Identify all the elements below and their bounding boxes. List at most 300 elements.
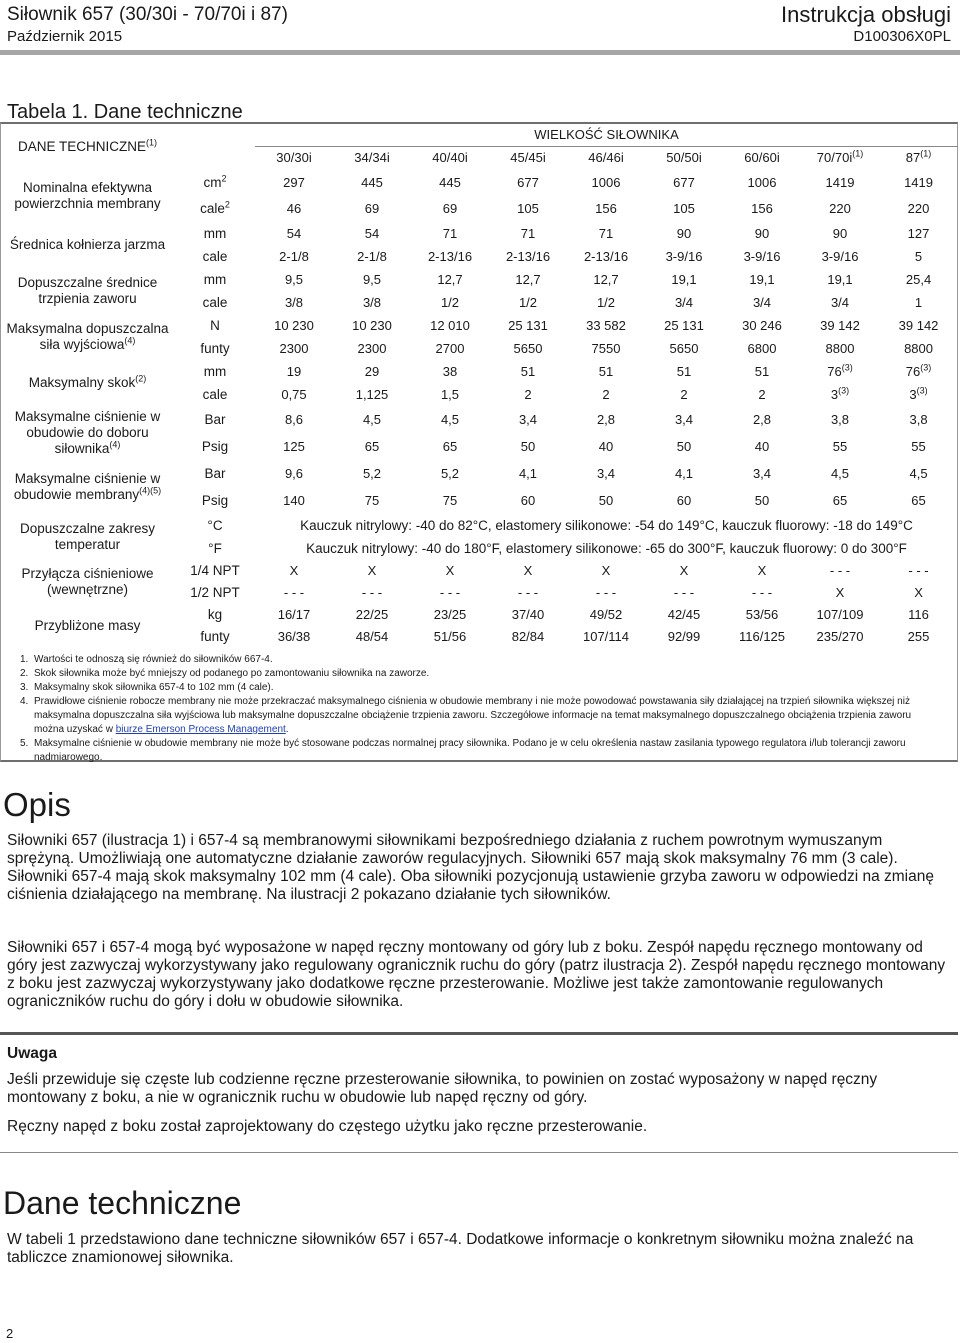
value-cell <box>411 314 489 337</box>
value-cell <box>645 170 723 196</box>
value-cell: X <box>445 563 455 578</box>
value-text: 2-13/16 <box>505 248 551 264</box>
value-text: 33 582 <box>586 317 626 333</box>
temperature-range: Kauczuk nitrylowy: -40 do 82°C, elastomery silikonowe: -54 do 149°C, kauczuk fluorowy: -18 do 149°C <box>300 517 913 533</box>
table-row <box>0 604 958 626</box>
value-cell <box>333 170 411 196</box>
unit-cell <box>175 291 255 314</box>
value-cell <box>723 222 801 245</box>
value-cell <box>255 383 333 406</box>
value-footnote-ref: (3) <box>920 362 932 373</box>
value-text: 3 <box>909 386 917 402</box>
value-text: 127 <box>907 225 930 241</box>
size-label: 50/50i <box>666 150 702 166</box>
value-text: 12,7 <box>515 271 541 287</box>
section-heading-dane: Dane techniczne <box>3 1185 242 1221</box>
value-cell <box>723 291 801 314</box>
value-text: 4,5 <box>909 465 928 481</box>
value-text: 19,1 <box>749 271 775 287</box>
value-text: 69 <box>442 201 458 216</box>
value-cell: 49/52 <box>589 607 623 622</box>
value-text: 29 <box>364 363 380 379</box>
value-cell <box>645 337 723 360</box>
note-paragraph-1: Jeśli przewiduje się częste lub codzienne ręczne przesterowanie siłownika, to powinien on zostać wyposażony w napęd ręczny montowany z boku, a nie w ogranicznik ruchu w obudowie lub napęd ręczny od góry. <box>7 1071 878 1106</box>
footnote-number: 5. <box>20 738 29 749</box>
value-cell <box>489 383 567 406</box>
value-text: 55 <box>911 438 926 454</box>
value-text: 50 <box>754 492 770 508</box>
value-cell <box>723 433 801 460</box>
unit-text: Bar <box>204 411 226 427</box>
value-text: 3/8 <box>362 294 382 310</box>
value-text: 220 <box>907 201 930 216</box>
value-text: 90 <box>832 225 848 241</box>
table-row <box>0 222 958 245</box>
value-cell: X <box>601 563 611 578</box>
value-cell <box>333 291 411 314</box>
emerson-office-link[interactable]: biurze Emerson Process Management <box>115 724 286 735</box>
value-cell <box>567 433 645 460</box>
value-cell <box>879 314 958 337</box>
value-cell <box>645 291 723 314</box>
value-text: 39 142 <box>820 317 860 333</box>
value-cell <box>489 222 567 245</box>
value-cell <box>567 245 645 268</box>
value-cell <box>333 433 411 460</box>
dane-paragraph: W tabeli 1 przedstawiono dane techniczne siłowników 657 i 657-4. Dodatkowe informacje o konkretnym siłowniku można znaleźć na tabliczce znamionowej siłownika. <box>7 1231 914 1266</box>
value-cell: 16/17 <box>277 607 311 622</box>
value-text: 2 <box>680 386 688 402</box>
value-cell <box>255 433 333 460</box>
value-cell <box>879 196 958 222</box>
value-cell <box>567 460 645 487</box>
value-text: 3,8 <box>830 411 850 427</box>
value-cell: X <box>757 563 767 578</box>
value-text: 4,1 <box>674 465 694 481</box>
value-cell <box>879 291 958 314</box>
table-row <box>0 560 958 582</box>
table-header-row <box>0 124 958 146</box>
value-cell <box>333 268 411 291</box>
value-text: 25 131 <box>664 317 704 333</box>
unit-cell: kg <box>207 607 223 622</box>
value-text: 2-1/8 <box>279 248 309 264</box>
value-text: 90 <box>676 225 692 241</box>
value-cell <box>645 383 723 406</box>
row-group-label <box>0 460 175 514</box>
value-cell <box>801 196 879 222</box>
value-cell <box>645 360 723 383</box>
value-cell <box>255 268 333 291</box>
value-cell <box>411 487 489 514</box>
value-text: 445 <box>439 175 461 190</box>
value-cell <box>255 406 333 433</box>
value-cell <box>567 291 645 314</box>
value-text: 4,5 <box>440 411 460 427</box>
value-cell: - - - <box>595 585 617 600</box>
value-text: 51 <box>676 363 692 379</box>
value-text: 8800 <box>825 340 855 356</box>
footnote <box>20 653 940 667</box>
value-cell <box>567 196 645 222</box>
size-header <box>489 146 567 170</box>
row-group-label <box>0 170 175 222</box>
value-cell: - - - <box>673 585 695 600</box>
value-cell <box>489 360 567 383</box>
value-cell: 51/56 <box>433 629 467 644</box>
value-text: 3 <box>830 386 839 402</box>
value-text: 297 <box>283 175 305 190</box>
value-text: 25,4 <box>905 271 932 287</box>
footnote-number: 4. <box>20 696 29 707</box>
value-text: 2700 <box>435 340 465 356</box>
value-cell <box>567 406 645 433</box>
unit-cell: 1/2 NPT <box>190 585 240 600</box>
footnote <box>20 681 940 695</box>
value-cell: - - - <box>361 585 383 600</box>
size-header <box>723 146 801 170</box>
unit-cell: °C <box>207 517 223 533</box>
row-group-label-text: Dopuszczalne średnice trzpienia zaworu <box>17 275 158 306</box>
value-text: 60 <box>676 492 692 508</box>
table-row <box>0 514 958 537</box>
footnote-text: Prawidłowe ciśnienie robocze membrany nie może przekraczać maksymalnego ciśnienia w obudowie membrany i nie może powodować powstawania siły działającej na trzpień siłownika większej niż maksymalna dopuszczalna siła wyjściowa lub maksymalne dopuszczalne obciążenie trzpienia zaworu. Szczegółowe informacje na temat maksymalnego dopuszczalnego obciążenia trzpienia zaworu można uzyskać w biurze Emerson Process Management. <box>34 696 912 735</box>
unit-text: funty <box>200 340 230 356</box>
unit-cell <box>175 433 255 460</box>
value-cell <box>489 291 567 314</box>
value-text: 1 <box>914 294 923 310</box>
value-cell <box>801 170 879 196</box>
value-cell <box>489 245 567 268</box>
value-cell: - - - <box>751 585 773 600</box>
value-text: 9,5 <box>362 271 382 287</box>
unit-cell <box>175 268 255 291</box>
value-cell <box>255 337 333 360</box>
footnote-text: Maksymalne ciśnienie w obudowie membrany nie może być stosowane podczas normalnej pracy siłownika. Podano je w celu określenia nastaw zasilania typowego regulatora i/lub tolerancji zaworu nadmiarowego. <box>34 738 906 763</box>
value-cell <box>489 268 567 291</box>
value-cell <box>801 433 879 460</box>
note-paragraph-2: Ręczny napęd z boku został zaprojektowany do częstego użytku jako ręczne przesterowanie. <box>7 1118 648 1135</box>
value-text: 50 <box>520 438 536 454</box>
value-cell: 23/25 <box>433 607 467 622</box>
value-text: 3-9/16 <box>665 248 703 264</box>
unit-text: cale <box>202 294 228 310</box>
row-group-label-text: Średnica kołnierza jarzma <box>9 237 166 252</box>
value-cell: 116 <box>908 607 929 622</box>
table-row <box>0 406 958 433</box>
value-cell: - - - <box>908 563 929 578</box>
value-text: 156 <box>751 201 773 216</box>
value-cell <box>801 460 879 487</box>
value-cell: - - - <box>283 585 305 600</box>
value-text: 8800 <box>904 340 933 356</box>
value-cell <box>645 433 723 460</box>
value-cell <box>255 291 333 314</box>
value-text: 4,1 <box>518 465 538 481</box>
group-header: WIELKOŚĆ SIŁOWNIKA <box>255 124 958 146</box>
value-cell: X <box>523 563 533 578</box>
size-label: 70/70i <box>816 150 853 166</box>
value-cell <box>255 314 333 337</box>
value-cell <box>411 360 489 383</box>
value-cell <box>411 383 489 406</box>
value-cell <box>333 245 411 268</box>
value-cell <box>567 314 645 337</box>
value-cell <box>879 337 958 360</box>
unit-text: mm <box>203 363 227 379</box>
value-cell <box>411 337 489 360</box>
value-cell: 116/125 <box>738 629 786 644</box>
value-cell <box>489 314 567 337</box>
value-cell <box>879 245 958 268</box>
value-text: 3/4 <box>830 294 850 310</box>
unit-superscript: 2 <box>221 173 227 184</box>
value-cell <box>411 268 489 291</box>
value-cell <box>723 268 801 291</box>
size-header <box>879 146 958 170</box>
value-cell <box>255 245 333 268</box>
value-text: 1/2 <box>440 294 460 310</box>
document-title: Siłownik 657 (30/30i - 70/70i i 87) <box>7 4 288 25</box>
value-cell <box>801 245 879 268</box>
value-cell: 42/45 <box>667 607 701 622</box>
unit-cell <box>175 460 255 487</box>
value-text: 2 <box>602 386 610 402</box>
value-text: 2,8 <box>752 411 772 427</box>
value-text: 65 <box>832 492 848 508</box>
value-text: 445 <box>361 175 383 190</box>
size-footnote-ref: (1) <box>852 148 864 159</box>
value-cell <box>411 170 489 196</box>
unit-text: cale <box>202 248 228 264</box>
table-row <box>0 170 958 196</box>
value-text: 3-9/16 <box>821 248 859 264</box>
footnote <box>20 737 940 765</box>
blank-cell <box>175 124 255 146</box>
corner-label <box>0 124 175 170</box>
row-group-label-text: Maksymalne ciśnienie w obudowie membrany <box>13 471 161 502</box>
value-text: 2300 <box>279 340 309 356</box>
row-group-label-text: Nominalna efektywna powierzchnia membrany <box>14 180 161 211</box>
value-text: 75 <box>442 492 458 508</box>
value-cell: 255 <box>907 629 930 644</box>
unit-text: Psig <box>201 492 229 508</box>
label-footnote-ref: (4) <box>109 439 121 450</box>
row-group-label <box>0 222 175 268</box>
value-cell <box>333 406 411 433</box>
unit-cell <box>175 487 255 514</box>
value-cell: - - - <box>439 585 461 600</box>
value-text: 55 <box>832 438 848 454</box>
value-cell <box>567 268 645 291</box>
unit-cell <box>175 383 255 406</box>
value-text: 65 <box>364 438 380 454</box>
value-cell <box>411 245 489 268</box>
value-text: 677 <box>517 175 539 190</box>
value-cell <box>645 222 723 245</box>
value-text: 125 <box>283 438 305 454</box>
value-footnote-ref: (3) <box>838 385 850 396</box>
value-text: 3,8 <box>909 411 928 427</box>
value-cell <box>723 170 801 196</box>
value-text: 1/2 <box>518 294 538 310</box>
value-text: 3/4 <box>674 294 694 310</box>
value-text: 4,5 <box>362 411 382 427</box>
value-cell <box>567 222 645 245</box>
unit-cell <box>175 222 255 245</box>
value-text: 1,5 <box>440 386 460 402</box>
value-cell <box>879 360 958 383</box>
value-text: 1/2 <box>596 294 616 310</box>
value-cell: X <box>367 563 377 578</box>
value-cell <box>879 268 958 291</box>
unit-cell <box>175 245 255 268</box>
value-cell <box>879 222 958 245</box>
value-cell <box>645 196 723 222</box>
value-text: 3,4 <box>674 411 694 427</box>
value-text: 1419 <box>825 175 855 190</box>
table-row <box>0 360 958 383</box>
header-divider <box>0 50 960 55</box>
value-text: 140 <box>283 492 305 508</box>
value-cell <box>723 487 801 514</box>
unit-cell <box>175 360 255 383</box>
value-cell <box>645 245 723 268</box>
size-header <box>645 146 723 170</box>
value-cell <box>333 360 411 383</box>
unit-cell <box>175 196 255 222</box>
value-text: 2-1/8 <box>357 248 387 264</box>
unit-text: mm <box>203 225 227 241</box>
footnote <box>20 667 940 681</box>
value-text: 5,2 <box>440 465 460 481</box>
value-cell: 37/40 <box>511 607 545 622</box>
value-text: 69 <box>364 201 380 216</box>
value-text: 3,4 <box>752 465 772 481</box>
unit-text: N <box>210 317 220 333</box>
value-footnote-ref: (3) <box>916 385 928 396</box>
value-text: 3/4 <box>752 294 772 310</box>
value-text: 38 <box>442 363 458 379</box>
value-text: 51 <box>598 363 614 379</box>
value-text: 5650 <box>669 340 699 356</box>
row-group-label <box>0 314 175 360</box>
value-cell: X <box>679 563 689 578</box>
value-cell: 53/56 <box>745 607 779 622</box>
size-label: 87 <box>905 150 921 166</box>
value-cell: 22/25 <box>355 607 389 622</box>
value-text: 76 <box>827 363 842 379</box>
value-text: 4,5 <box>830 465 850 481</box>
unit-cell <box>175 406 255 433</box>
value-text: 46 <box>286 201 302 216</box>
value-text: 2300 <box>357 340 387 356</box>
value-text: 2,8 <box>596 411 616 427</box>
value-cell <box>333 487 411 514</box>
value-text: 220 <box>829 201 851 216</box>
value-cell <box>333 196 411 222</box>
specifications-table <box>0 124 958 648</box>
value-text: 5 <box>914 248 923 264</box>
value-cell <box>801 383 879 406</box>
value-cell <box>567 383 645 406</box>
value-text: 10 230 <box>352 317 392 333</box>
value-cell <box>255 360 333 383</box>
value-cell <box>411 406 489 433</box>
size-footnote-ref: (1) <box>920 148 932 159</box>
row-group-label-text: Maksymalny skok <box>28 375 136 390</box>
row-group-label: Przybliżone masy <box>34 618 141 633</box>
value-cell <box>255 196 333 222</box>
value-text: 9,5 <box>284 271 304 287</box>
unit-text: cale <box>202 386 228 402</box>
row-group-label <box>0 268 175 314</box>
value-text: 156 <box>595 201 617 216</box>
value-text: 2-13/16 <box>427 248 473 264</box>
size-header <box>333 146 411 170</box>
value-cell <box>333 222 411 245</box>
value-cell <box>333 337 411 360</box>
value-cell: X <box>289 563 299 578</box>
unit-text: cm <box>203 175 222 190</box>
size-label: 34/34i <box>354 150 390 166</box>
footnote <box>20 695 940 737</box>
value-text: 40 <box>598 438 614 454</box>
value-text: 1006 <box>747 175 777 190</box>
value-text: 1419 <box>904 175 933 190</box>
size-header <box>411 146 489 170</box>
opis-paragraph-2: Siłowniki 657 i 657-4 mogą być wyposażone w napęd ręczny montowany od góry lub z boku. Zespół napędu ręcznego montowany od góry jest zazwyczaj wykorzystywany jako regulowany ogranicznik ruchu do góry (patrz ilustracja 2). Zespół napędu ręcznego montowany z boku jest zazwyczaj wykorzystywany jako dodatkowe ręczne przesterowanie. Możliwe jest także zamontowanie regulowanych ograniczników ruchu do góry i dołu w obudowie siłownika. <box>7 939 946 1010</box>
value-text: 9,6 <box>284 465 304 481</box>
table-footnotes <box>20 653 940 765</box>
value-footnote-ref: (3) <box>841 362 853 373</box>
value-cell <box>255 487 333 514</box>
value-text: 40 <box>754 438 770 454</box>
value-text: 3,4 <box>596 465 616 481</box>
value-cell <box>801 406 879 433</box>
table-row <box>0 314 958 337</box>
value-cell <box>411 460 489 487</box>
value-text: 54 <box>286 225 302 241</box>
value-text: 76 <box>905 363 921 379</box>
table-row <box>0 268 958 291</box>
value-cell <box>255 170 333 196</box>
size-header <box>567 146 645 170</box>
value-cell <box>411 222 489 245</box>
unit-cell <box>175 337 255 360</box>
value-cell <box>489 406 567 433</box>
table-row <box>0 460 958 487</box>
value-cell <box>489 487 567 514</box>
unit-cell <box>175 170 255 196</box>
value-cell <box>723 406 801 433</box>
value-cell <box>723 314 801 337</box>
unit-text: Bar <box>204 465 226 481</box>
value-text: 1,125 <box>355 386 389 402</box>
footnote-text: Wartości te odnoszą się również do siłowników 667-4. <box>34 654 273 665</box>
value-text: 5650 <box>513 340 543 356</box>
unit-cell: °F <box>208 540 222 556</box>
page-number: 2 <box>6 1326 14 1341</box>
table-caption: Tabela 1. Dane techniczne <box>7 101 243 123</box>
value-text: 19,1 <box>671 271 697 287</box>
value-cell <box>723 245 801 268</box>
value-cell <box>801 268 879 291</box>
value-cell <box>645 406 723 433</box>
value-text: 105 <box>517 201 539 216</box>
value-cell <box>489 170 567 196</box>
unit-cell: 1/4 NPT <box>190 563 240 578</box>
